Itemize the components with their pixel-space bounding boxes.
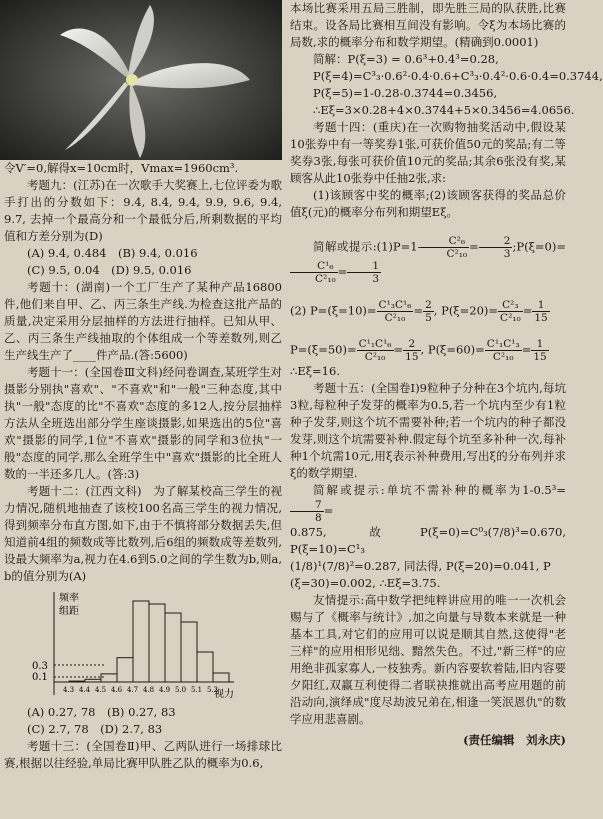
left-column	[4, 160, 282, 819]
problem-9: 考题九：(江苏)在一次歌手大奖赛上,七位评委为歌手打出的分数如下：9.4, 8.4, 9.4, 9.9, 9.6, 9.4, 9.7, 去掉一个最高分和一个最低分后,所剩数据的平均值和方差分别为(D)	[4, 178, 282, 243]
problem-13-cont: 本场比赛采用五局三胜制，即先胜三局的队获胜,比赛结束。设各局比赛相互间没有影响。令ξ为本场比赛的局数,求的概率分布和数学期望。(精确到0.0001)	[290, 1, 566, 49]
hist-bar-5.2	[213, 673, 229, 682]
solution-13-line3: P(ξ=5)=1-0.28-0.3744=0.3456,	[313, 86, 498, 100]
lily-photo	[0, 0, 282, 160]
x-tick-5.2: 5.2	[207, 686, 219, 694]
y-axis-label-2: 组距	[59, 606, 79, 617]
solution-15-line3: (1/8)¹(7/8)²=0.287, 同法得, P(ξ=20)=0.041, P	[290, 559, 551, 573]
solution-15-line1: 简解或提示:单坑不需补种的概率为1-0.5³= $\frac{7}{8}$ =	[290, 482, 566, 524]
left-p0: 令V′=0,解得x=10cm时，Vmax=1960cm³.	[4, 161, 239, 175]
y-tick-0.1: 0.1	[32, 672, 48, 683]
hist-bar-4.6	[117, 658, 133, 682]
problem-15: 考题十五：(全国卷Ⅰ)9粒种子分种在3个坑内,每坑3粒,每粒种子发芽的概率为0.5,若一个坑内至少有1粒种子发芽,则这个坑不需要补种;若一个坑内的种子都没发芽,则这个坑需要补种.假定每个坑至多补种一次,每补种1个坑需10元,用ξ表示补种费用,写出ξ的分布列并求ξ的数学期望.	[290, 381, 566, 480]
problem-11: 考题十一：(全国卷Ⅲ文科)经问卷调查,某班学生对摄影分别执"喜欢"、"不喜欢"和"一般"三种态度,其中执"一般"态度的比"不喜欢"态度的多12人,按分层抽样方法从全班选出部分学生座谈摄影,如果选出的5位"喜欢"摄影的同学,1位"不喜欢"摄影的同学和3位执"一般"态度的同学,那么全班学生中"喜欢"摄影的比全班人数的一半还多几人。(答:3)	[4, 365, 282, 481]
x-tick-4.6: 4.6	[111, 686, 123, 694]
x-tick-4.9: 4.9	[159, 686, 171, 694]
x-tick-4.4: 4.4	[79, 686, 91, 694]
y-tick-0.3: 0.3	[32, 661, 48, 672]
problem-9-options-ab: (A) 9.4, 0.484 (B) 9.4, 0.016	[27, 246, 198, 260]
x-tick-4.8: 4.8	[143, 686, 155, 694]
vision-histogram	[14, 587, 254, 702]
problem-12: 考题十二：(江西文科) 为了解某校高三学生的视力情况,随机地抽查了该校100名高三学生的视力情况,得到频率分布直方图,如下,由于不慎将部分数据丢失,但知道前4组的频数成等比数列,后6组的频数成等差数列,设最大频率为a,视力在4.6到5.0之间的学生数为b,则a, b的值分别为(A)	[4, 484, 282, 583]
x-tick-4.3: 4.3	[63, 686, 75, 694]
solution-14-part2b: P=(ξ=50)= $\frac{\text{C¹₁C¹₆}}{\text{C²₁₀}}$ = $\frac{2}{15}$ , P(ξ=60)= $\frac{\text{C¹₁C¹₃}}{\text{C²₁₀}}$ = $\frac{1}{15}$	[290, 338, 547, 363]
solution-15-line2: 0.875, 故P(ξ=0)=C⁰₃(7/8)³=0.670, P(ξ=10)=C¹₃	[290, 525, 566, 556]
hist-bar-4.8	[149, 604, 165, 682]
problem-9-options-cd: (C) 9.5, 0.04 (D) 9.5, 0.016	[27, 263, 192, 277]
x-tick-4.7: 4.7	[127, 686, 139, 694]
x-tick-5.0: 5.0	[175, 686, 187, 694]
x-axis-label: 视力	[214, 689, 234, 700]
right-column	[290, 0, 603, 819]
solution-14-part2a: (2) P=(ξ=10)= $\frac{\text{C¹₃C¹₆}}{\text{C²₁₀}}$ = $\frac{2}{5}$ , P(ξ=20)= $\frac{\text{C²₃}}{\text{C²₁₀}}$ = $\frac{1}{15}$	[290, 299, 548, 324]
solution-14-expectation: ∴Eξ=16.	[290, 364, 340, 378]
hist-bar-4.7	[133, 601, 149, 682]
problem-12-options-ab: (A) 0.27, 78 (B) 0.27, 83	[27, 705, 176, 719]
problem-14: 考题十四：(重庆)在一次购物抽奖活动中,假设某10张券中有一等奖券1张,可获价值50元的奖品;有二等奖券3张,每张可获价值10元的奖品;其余6张没有奖,某顾客从此10张券中任抽2张,求:	[290, 120, 566, 185]
problem-12-options-cd: (C) 2.7, 78 (D) 2.7, 83	[27, 722, 163, 736]
problem-13-start: 考题十三：(全国卷Ⅱ)甲、乙两队进行一场排球比赛,根据以往经验,单局比赛甲队胜乙队的概率为0.6,	[4, 739, 282, 770]
y-axis-label-1: 频率	[59, 593, 79, 604]
hist-bar-4.5	[101, 674, 117, 682]
solution-13-line2: P(ξ=4)=C³₃·0.6²·0.4·0.6+C³₃·0.4²·0.6·0.4=0.3744,	[313, 69, 603, 83]
solution-13-line1: 简解：P(ξ=3) = 0.6³+0.4³=0.28,	[313, 52, 499, 66]
hist-bar-5.0	[181, 622, 197, 682]
problem-10: 考题十：(湖南)一个工厂生产了某种产品16800件,他们来自甲、乙、丙三条生产线.为检查这批产品的质量,决定采用分层抽样的方法进行抽样。已知从甲、乙、丙三条生产线抽取的个体组成一个等差数列,则乙生产线生产了____件产品.(答:5600)	[4, 280, 282, 362]
solution-15-line4: (ξ=30)=0.002, ∴Eξ=3.75.	[290, 576, 441, 590]
hist-bar-5.1	[197, 652, 213, 682]
problem-14-questions: (1)该顾客中奖的概率;(2)该顾客获得的奖品总价值ξ(元)的概率分布列和期望Eξ。	[290, 188, 566, 219]
friendly-tip: 友情提示:高中数学把纯粹讲应用的唯一一次机会赐与了《概率与统计》,加之向量与导数本来就是一种基本工具,对它们的应用可以说是顺其自然,这使得"老三样"的应用相形见绌、黯然失色。不过,"新三样"的应用绝非孤家寡人,一枝独秀。新内容要软着陆,旧内容要夕阳红,双赢互利使得二者联袂推就出高考应用题的前沿动向,演绎成"度尽劫波兄弟在,相逢一笑泯恩仇"的数学应用悲喜剧。	[290, 593, 566, 726]
x-tick-5.1: 5.1	[191, 686, 203, 694]
solution-13-line4: ∴Eξ=3×0.28+4×0.3744+5×0.3456=4.0656.	[313, 103, 575, 117]
editor-credit: (责任编辑 刘永庆)	[463, 733, 566, 747]
x-tick-4.5: 4.5	[95, 686, 107, 694]
hist-bar-4.9	[165, 613, 181, 682]
solution-14-part1: 简解或提示:(1)P=1- $\frac{\text{C²₆}}{\text{C²₁₀}}$ = $\frac{2}{3}$ ;P(ξ=0)= $\frac{\text{C¹₆}}{\text{C²₁₀}}$ = $\frac{1}{3}$	[290, 235, 566, 285]
